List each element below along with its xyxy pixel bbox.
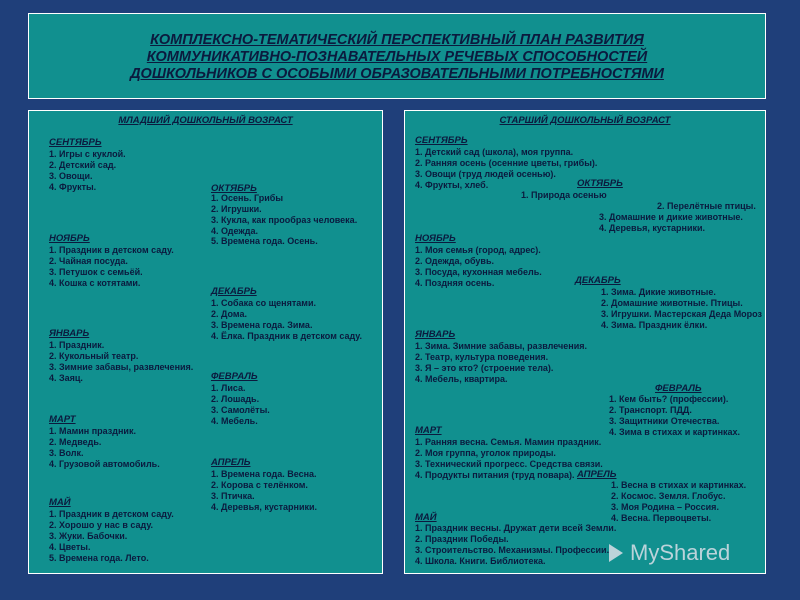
list-item: 2. Медведь. xyxy=(49,437,102,447)
month-october: ОКТЯБРЬ xyxy=(577,178,623,189)
month-december: ДЕКАБРЬ xyxy=(211,286,257,297)
list-item: 2. Игрушки. xyxy=(211,204,262,214)
list-item: 3. Домашние и дикие животные. xyxy=(599,212,743,222)
list-item: 4. Зима. Праздник ёлки. xyxy=(601,320,708,330)
list-item: 3. Времена года. Зима. xyxy=(211,320,313,330)
title-line-3: ДОШКОЛЬНИКОВ С ОСОБЫМИ ОБРАЗОВАТЕЛЬНЫМИ ПОТРЕБНОСТЯМИ xyxy=(130,66,664,82)
list-item: 2. Корова с телёнком. xyxy=(211,480,308,490)
list-item: 4. Грузовой автомобиль. xyxy=(49,459,160,469)
list-item: 1. Весна в стихах и картинках. xyxy=(611,480,747,490)
title-panel xyxy=(28,13,766,99)
list-item: 1. Собака со щенятами. xyxy=(211,298,316,308)
list-item: 4. Ёлка. Праздник в детском саду. xyxy=(211,331,363,341)
title-line-2: КОММУНИКАТИВНО-ПОЗНАВАТЕЛЬНЫХ РЕЧЕВЫХ СПОСОБНОСТЕЙ xyxy=(146,49,648,65)
list-item: 4. Школа. Книги. Библиотека. xyxy=(415,556,546,566)
list-item: 2. Детский сад. xyxy=(49,160,117,170)
list-item: 3. Игрушки. Мастерская Деда Мороз xyxy=(601,309,763,319)
list-item: 3. Строительство. Механизмы. Профессии. xyxy=(415,545,610,555)
list-item: 4. Одежда. xyxy=(211,226,258,236)
list-item: 3. Посуда, кухонная мебель. xyxy=(415,267,542,277)
list-item: 3. Жуки. Бабочки. xyxy=(49,531,128,541)
list-item: 4. Фрукты, хлеб. xyxy=(415,180,489,190)
list-item: 4. Деревья, кустарники. xyxy=(599,223,706,233)
list-item: 4. Фрукты. xyxy=(49,182,97,192)
list-item: 3. Овощи. xyxy=(49,171,93,181)
month-march: МАРТ xyxy=(415,425,442,436)
list-item: 1. Праздник весны. Дружат дети всей Земли. xyxy=(415,523,617,533)
junior-heading: МЛАДШИЙ ДОШКОЛЬНЫЙ ВОЗРАСТ xyxy=(118,115,293,126)
list-item: 1. Праздник в детском саду. xyxy=(49,245,174,255)
list-item: 3. Защитники Отечества. xyxy=(609,416,720,426)
list-item: 2. Театр, культура поведения. xyxy=(415,352,549,362)
list-item: 1. Времена года. Весна. xyxy=(211,469,317,479)
month-november: НОЯБРЬ xyxy=(415,233,456,244)
list-item: 3. Петушок с семьёй. xyxy=(49,267,143,277)
list-item: 4. Мебель, квартира. xyxy=(415,374,508,384)
list-item: 3. Моя Родина – Россия. xyxy=(611,502,719,512)
page-title xyxy=(29,32,765,83)
list-item: 1. Лиса. xyxy=(211,383,246,393)
senior-age-panel xyxy=(404,110,766,574)
list-item: 3. Самолёты. xyxy=(211,405,270,415)
list-item: 1. Кем быть? (профессии). xyxy=(609,394,729,404)
list-item: 1. Зима. Зимние забавы, развлечения. xyxy=(415,341,588,351)
list-item: 1. Детский сад (школа), моя группа. xyxy=(415,147,574,157)
month-september: СЕНТЯБРЬ xyxy=(415,135,468,146)
list-item: 4. Зима в стихах и картинках. xyxy=(609,427,741,437)
month-april: АПРЕЛЬ xyxy=(211,457,251,468)
list-item: 3. Зимние забавы, развлечения. xyxy=(49,362,194,372)
list-item: 4. Продукты питания (труд повара). xyxy=(415,470,575,480)
list-item: 1. Праздник. xyxy=(49,340,105,350)
list-item: 1. Зима. Дикие животные. xyxy=(601,287,716,297)
month-january: ЯНВАРЬ xyxy=(415,329,456,340)
list-item: 3. Я – это кто? (строение тела). xyxy=(415,363,554,373)
list-item: 3. Волк. xyxy=(49,448,84,458)
list-item: 2. Одежда, обувь. xyxy=(415,256,494,266)
list-item: 4. Заяц. xyxy=(49,373,83,383)
month-november: НОЯБРЬ xyxy=(49,233,90,244)
month-april: АПРЕЛЬ xyxy=(577,469,617,480)
list-item: 1. Мамин праздник. xyxy=(49,426,136,436)
title-line-1: КОМПЛЕКСНО-ТЕМАТИЧЕСКИЙ ПЕРСПЕКТИВНЫЙ ПЛАН РАЗВИТИЯ xyxy=(150,32,644,48)
play-logo-icon xyxy=(608,543,624,563)
list-item: 1. Игры с куклой. xyxy=(49,149,126,159)
list-item: 2. Лошадь. xyxy=(211,394,260,404)
list-item: 4. Цветы. xyxy=(49,542,91,552)
month-september: СЕНТЯБРЬ xyxy=(49,137,102,148)
list-item: 1. Праздник в детском саду. xyxy=(49,509,174,519)
list-item: 2. Ранняя осень (осенние цветы, грибы). xyxy=(415,158,598,168)
month-february: ФЕВРАЛЬ xyxy=(211,371,258,382)
month-february: ФЕВРАЛЬ xyxy=(655,383,702,394)
list-item: 5. Времена года. Осень. xyxy=(211,236,318,246)
month-may: МАЙ xyxy=(415,512,437,523)
list-item: 2. Перелётные птицы. xyxy=(657,201,756,211)
list-item: 1. Природа осенью xyxy=(521,190,607,200)
list-item: 3. Птичка. xyxy=(211,491,255,501)
list-item: 4. Мебель. xyxy=(211,416,258,426)
list-item: 2. Хорошо у нас в саду. xyxy=(49,520,154,530)
junior-age-panel xyxy=(28,110,383,574)
list-item: 1. Ранняя весна. Семья. Мамин праздник. xyxy=(415,437,602,447)
watermark-text: MyShared xyxy=(630,540,731,565)
list-item: 2. Дома. xyxy=(211,309,247,319)
list-item: 2. Транспорт. ПДД. xyxy=(609,405,692,415)
list-item: 5. Времена года. Лето. xyxy=(49,553,149,563)
list-item: 4. Деревья, кустарники. xyxy=(211,502,318,512)
list-item: 2. Праздник Победы. xyxy=(415,534,509,544)
list-item: 1. Моя семья (город, адрес). xyxy=(415,245,541,255)
list-item: 3. Кукла, как прообраз человека. xyxy=(211,215,358,225)
list-item: 2. Кукольный театр. xyxy=(49,351,139,361)
month-october: ОКТЯБРЬ xyxy=(211,183,257,194)
list-item: 4. Поздняя осень. xyxy=(415,278,495,288)
month-december: ДЕКАБРЬ xyxy=(575,275,621,286)
month-january: ЯНВАРЬ xyxy=(49,328,90,339)
month-may: МАЙ xyxy=(49,497,71,508)
senior-heading: СТАРШИЙ ДОШКОЛЬНЫЙ ВОЗРАСТ xyxy=(499,115,671,126)
month-march: МАРТ xyxy=(49,414,76,425)
list-item: 2. Моя группа, уголок природы. xyxy=(415,448,556,458)
list-item: 1. Осень. Грибы xyxy=(211,193,284,203)
list-item: 4. Весна. Первоцветы. xyxy=(611,513,712,523)
list-item: 2. Домашние животные. Птицы. xyxy=(601,298,743,308)
list-item: 2. Чайная посуда. xyxy=(49,256,128,266)
watermark xyxy=(608,540,730,566)
list-item: 2. Космос. Земля. Глобус. xyxy=(611,491,726,501)
list-item: 4. Кошка с котятами. xyxy=(49,278,141,288)
list-item: 3. Технический прогресс. Средства связи. xyxy=(415,459,603,469)
list-item: 3. Овощи (труд людей осенью). xyxy=(415,169,556,179)
